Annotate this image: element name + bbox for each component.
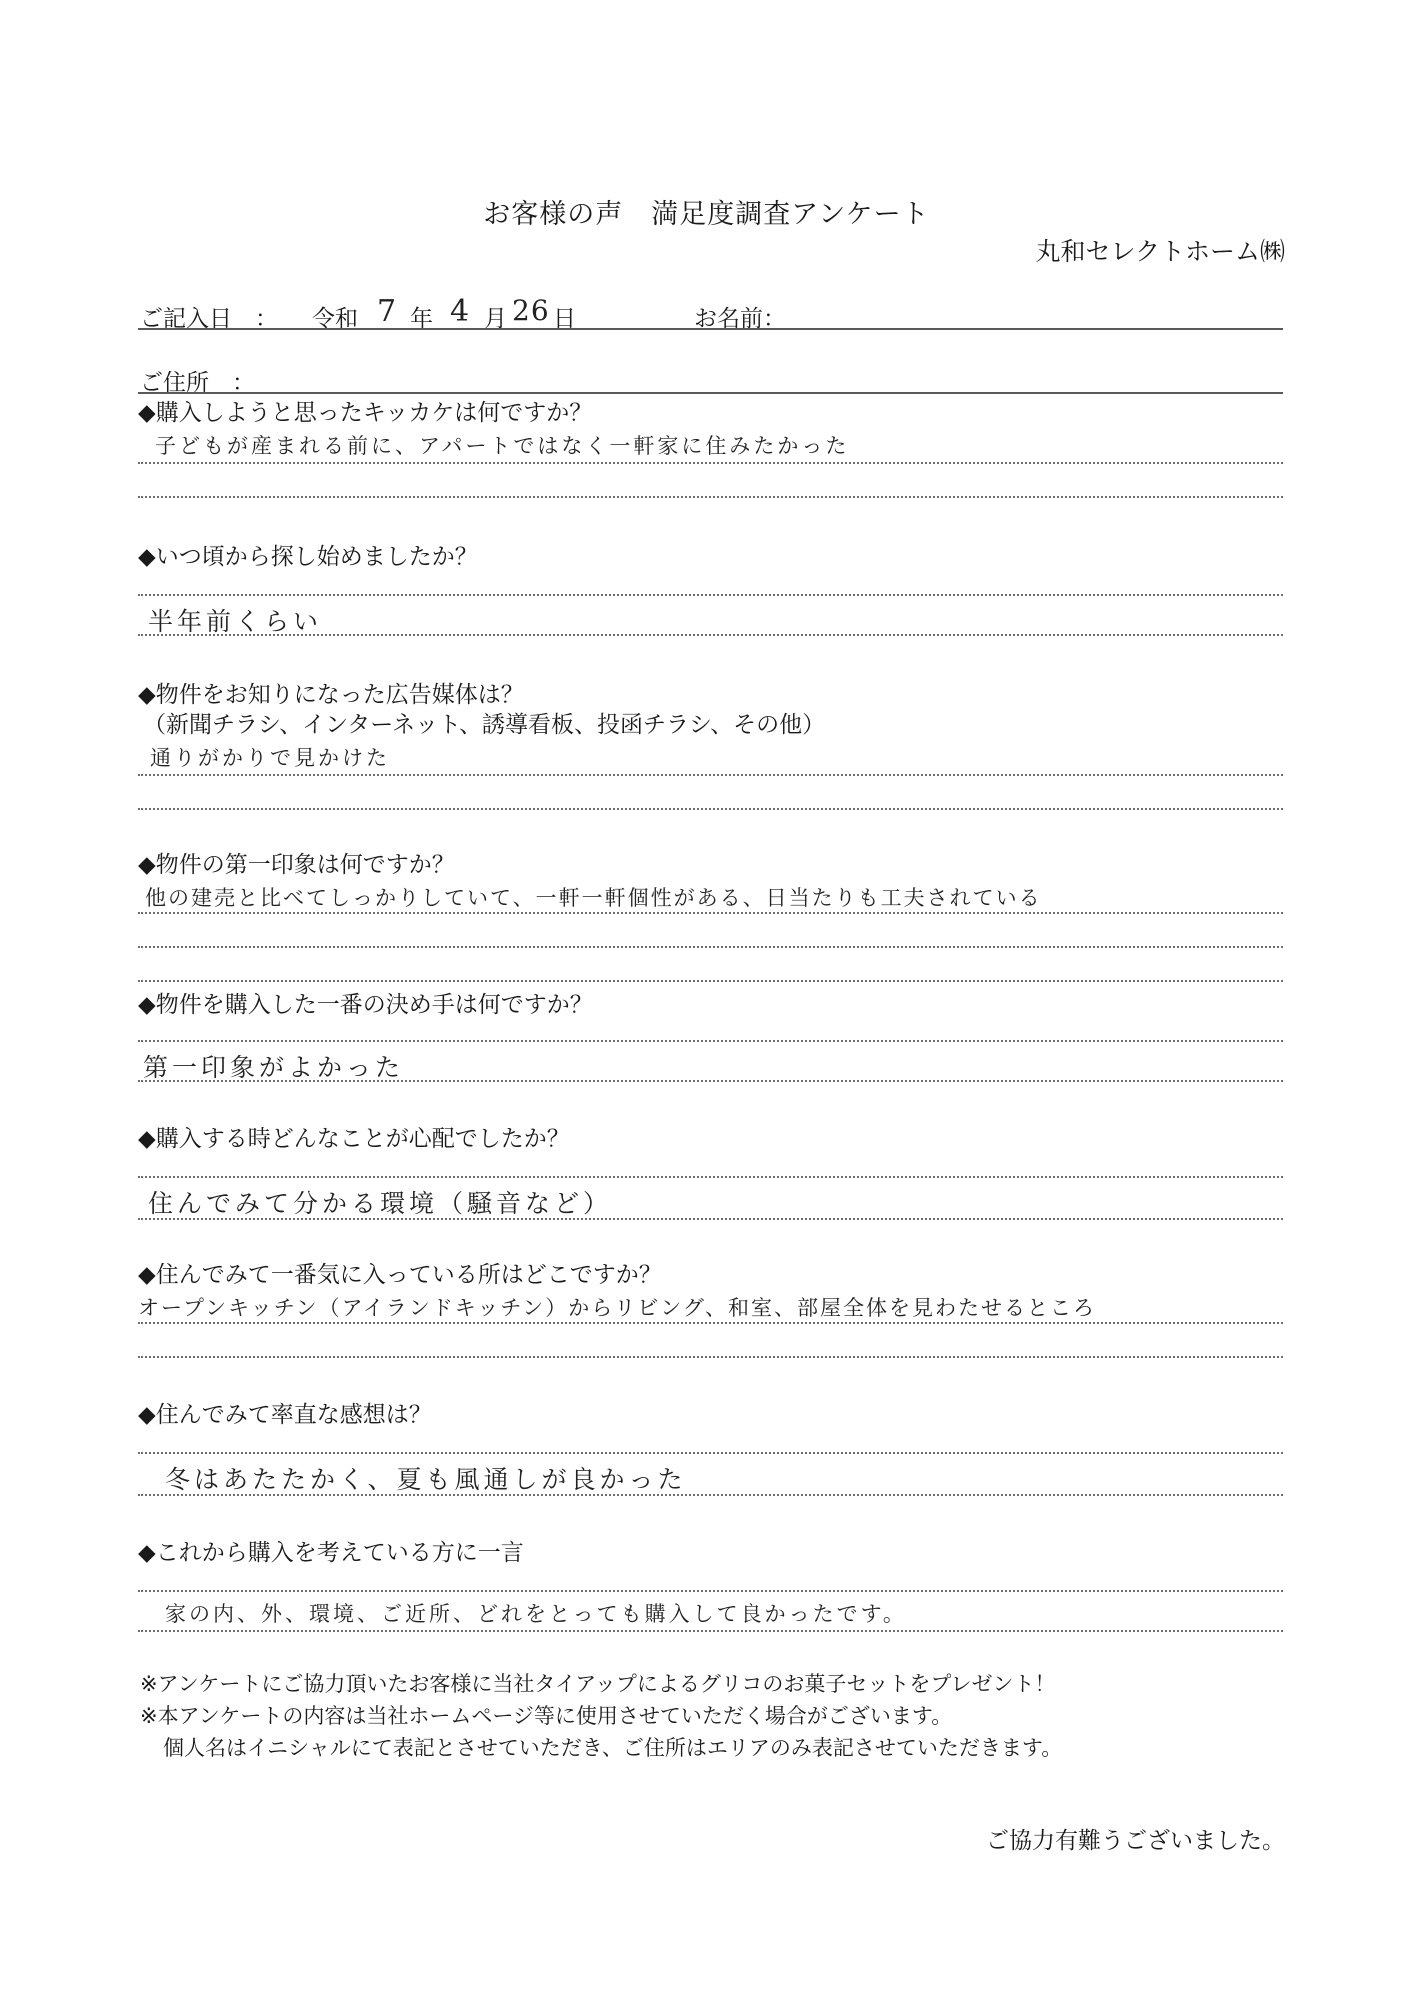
answer-line: [138, 1590, 1283, 1592]
question-3-options: （新聞チラシ、インターネット、誘導看板、投函チラシ、その他）: [143, 712, 826, 738]
answer-line: [138, 1040, 1283, 1042]
address-label: ご住所 ：: [140, 370, 255, 396]
answer-7: オープンキッチン（アイランドキッチン）からリビング、和室、部屋全体を見わたせるところ: [138, 1296, 1097, 1320]
date-day-value: 26: [512, 294, 550, 327]
answer-line: [138, 1080, 1283, 1082]
answer-line: [138, 774, 1283, 776]
name-label: お名前：: [694, 306, 786, 332]
answer-line: [138, 496, 1283, 498]
answer-line: [138, 1322, 1283, 1324]
answer-line: [138, 1218, 1283, 1220]
answer-line: [138, 594, 1283, 596]
date-year-value: 7: [377, 294, 401, 329]
footer-note-privacy: 個人名はイニシャルにて表記とさせていただき、ご住所はエリアのみ表記させていただきます。: [163, 1736, 1063, 1760]
answer-line: [138, 1494, 1283, 1496]
answer-line: [138, 946, 1283, 948]
answer-5: 第一印象がよかった: [143, 1053, 405, 1082]
answer-line: [138, 1176, 1283, 1178]
question-3: ◆物件をお知りになった広告媒体は？: [138, 682, 524, 708]
answer-line: [138, 808, 1283, 810]
answer-6: 住んでみて分かる環境（騒音など）: [148, 1189, 613, 1218]
answer-1: 子どもが産まれる前に、アパートではなく一軒家に住みたかった: [155, 434, 850, 458]
answer-9: 家の内、外、環境、ご近所、どれをとっても購入して良かったです。: [165, 1602, 907, 1626]
date-name-underline: [138, 328, 1283, 330]
date-month-value: 4: [450, 294, 474, 329]
answer-8: 冬はあたたかく、夏も風通しが良かった: [165, 1465, 687, 1494]
answer-line: [138, 1356, 1283, 1358]
answer-3: 通りがかりで見かけた: [150, 746, 390, 770]
page-title: お客様の声 満足度調査アンケート: [483, 199, 930, 230]
answer-line: [138, 980, 1283, 982]
answer-line: [138, 912, 1283, 914]
footer-note-usage: ※本アンケートの内容は当社ホームページ等に使用させていただく場合がございます。: [140, 1704, 953, 1728]
question-9: ◆これから購入を考えている方に一言: [138, 1540, 524, 1566]
date-era: 令和: [312, 306, 358, 332]
question-5: ◆物件を購入した一番の決め手は何ですか？: [138, 992, 593, 1018]
answer-line: [138, 634, 1283, 636]
date-label: ご記入日 ：: [140, 306, 278, 332]
question-1: ◆購入しようと思ったキッカケは何ですか？: [138, 400, 593, 426]
answer-line: [138, 1452, 1283, 1454]
answer-line: [138, 462, 1283, 464]
company-name: 丸和セレクトホーム㈱: [1035, 237, 1285, 266]
date-day-unit: 日: [553, 306, 576, 332]
question-7: ◆住んでみて一番気に入っている所はどこですか？: [138, 1262, 662, 1288]
date-year-unit: 年: [410, 306, 433, 332]
question-8: ◆住んでみて率直な感想は？: [138, 1402, 432, 1428]
question-6: ◆購入する時どんなことが心配でしたか？: [138, 1126, 570, 1152]
footer-note-gift: ※アンケートにご協力頂いたお客様に当社タイアップによるグリコのお菓子セットをプレゼント！: [140, 1672, 1056, 1696]
answer-4: 他の建売と比べてしっかりしていて、一軒一軒個性がある、日当たりも工夫されている: [145, 886, 1042, 910]
thank-you-message: ご協力有難うございました。: [986, 1828, 1285, 1854]
answer-line: [138, 1630, 1283, 1632]
date-month-unit: 月: [484, 306, 507, 332]
question-4: ◆物件の第一印象は何ですか？: [138, 852, 455, 878]
answer-2: 半年前くらい: [148, 607, 323, 636]
question-2: ◆いつ頃から探し始めましたか？: [138, 544, 478, 570]
